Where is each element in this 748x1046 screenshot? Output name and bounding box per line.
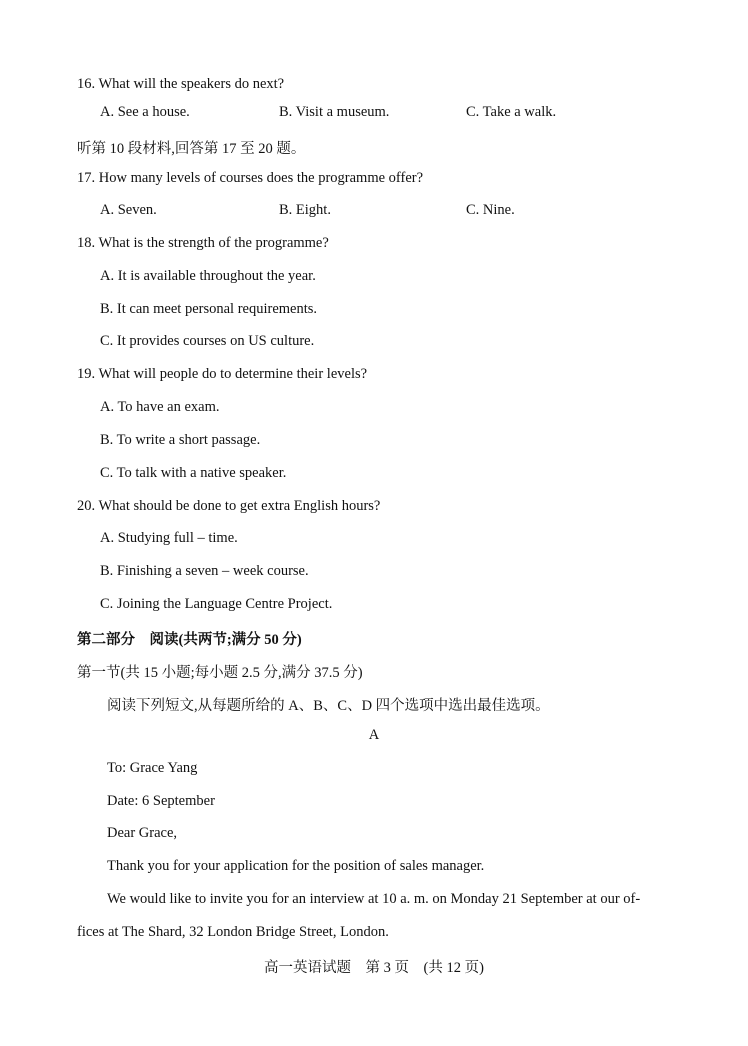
question-17-option-b: B. Eight. bbox=[279, 202, 331, 218]
question-18-option-a: A. It is available throughout the year. bbox=[100, 268, 316, 284]
question-20-option-a: A. Studying full – time. bbox=[100, 530, 238, 546]
question-19-text: 19. What will people do to determine their levels? bbox=[77, 366, 368, 382]
question-18-text: 18. What is the strength of the programme? bbox=[77, 235, 329, 251]
question-19-option-c: C. To talk with a native speaker. bbox=[100, 465, 287, 481]
letter-paragraph-2-line-2: fices at The Shard, 32 London Bridge Street, London. bbox=[77, 924, 389, 940]
page-footer: 高一英语试题 第 3 页 (共 12 页) bbox=[264, 960, 484, 976]
reading-instruction: 阅读下列短文,从每题所给的 A、B、C、D 四个选项中选出最佳选项。 bbox=[107, 698, 550, 714]
part-2-heading: 第二部分 阅读(共两节;满分 50 分) bbox=[77, 632, 302, 648]
passage-label: A bbox=[368, 727, 380, 743]
letter-salutation: Dear Grace, bbox=[107, 825, 178, 841]
letter-paragraph-2-line-1: We would like to invite you for an interview at 10 a. m. on Monday 21 September at our of- bbox=[107, 891, 641, 907]
question-16-option-c: C. Take a walk. bbox=[466, 104, 557, 120]
question-17-option-a: A. Seven. bbox=[100, 202, 157, 218]
section-instruction-10: 听第 10 段材料,回答第 17 至 20 题。 bbox=[77, 141, 306, 157]
section-1-heading: 第一节(共 15 小题;每小题 2.5 分,满分 37.5 分) bbox=[77, 665, 363, 681]
question-16-option-a: A. See a house. bbox=[100, 104, 190, 120]
letter-to: To: Grace Yang bbox=[107, 760, 198, 776]
question-20-option-b: B. Finishing a seven – week course. bbox=[100, 563, 309, 579]
question-16-option-b: B. Visit a museum. bbox=[279, 104, 390, 120]
question-19-option-a: A. To have an exam. bbox=[100, 399, 220, 415]
question-16-text: 16. What will the speakers do next? bbox=[77, 76, 285, 92]
question-20-option-c: C. Joining the Language Centre Project. bbox=[100, 596, 333, 612]
question-17-text: 17. How many levels of courses does the programme offer? bbox=[77, 170, 424, 186]
question-20-text: 20. What should be done to get extra English hours? bbox=[77, 498, 381, 514]
question-17-option-c: C. Nine. bbox=[466, 202, 515, 218]
question-19-option-b: B. To write a short passage. bbox=[100, 432, 261, 448]
letter-paragraph-1: Thank you for your application for the position of sales manager. bbox=[107, 858, 485, 874]
question-18-option-c: C. It provides courses on US culture. bbox=[100, 333, 315, 349]
question-18-option-b: B. It can meet personal requirements. bbox=[100, 301, 318, 317]
letter-date: Date: 6 September bbox=[107, 793, 215, 809]
